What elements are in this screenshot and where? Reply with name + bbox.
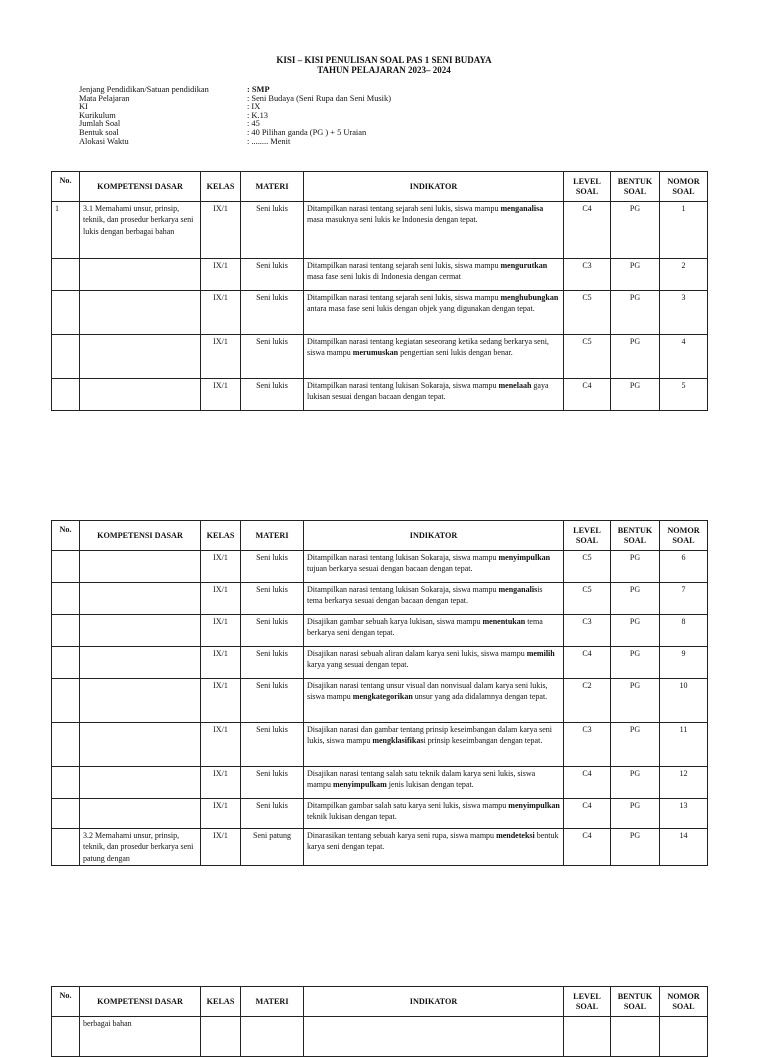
cell-no — [52, 647, 80, 679]
table-row — [52, 291, 708, 335]
cell-kompetensi-dasar — [80, 379, 201, 411]
indikator-text: bentuk karya seni dengan tepat. — [307, 831, 559, 852]
header-kompetensi-dasar — [80, 521, 201, 551]
indikator-text: masa fase seni lukis di Indonesia dengan cermat — [307, 272, 461, 282]
table-header-row — [52, 987, 708, 1017]
cell-level-soal: C4 — [564, 647, 611, 679]
cell-indikator — [304, 259, 564, 291]
cell-level-soal: C2 — [564, 679, 611, 723]
header-bentuk-soal-text: BENTUK — [617, 991, 653, 1001]
identity-label: Jenjang Pendidikan/Satuan pendidikan — [79, 85, 209, 94]
table-row — [52, 615, 708, 647]
cell-kompetensi-dasar — [80, 291, 201, 335]
header-level-soal-text: SOAL — [575, 186, 599, 196]
indikator-operational-verb: menyimpulkan — [508, 801, 560, 810]
cell-kelas: IX/1 — [201, 335, 241, 379]
identity-label: Kurikulum — [79, 110, 116, 120]
identity-label: Bentuk soal — [79, 127, 119, 137]
identity-value: : K.13 — [247, 110, 268, 120]
header-bentuk-soal-text: SOAL — [623, 186, 647, 196]
cell-indikator — [304, 335, 564, 379]
header-bentuk-soal — [611, 521, 660, 551]
cell-no — [52, 335, 80, 379]
cell-indikator — [304, 291, 564, 335]
kisi-table-3 — [51, 986, 708, 1057]
cell-no — [52, 679, 80, 723]
cell-materi: Seni lukis — [241, 799, 304, 829]
cell-indikator — [304, 829, 564, 866]
indikator-text: Disajikan narasi tentang salah satu teknik dalam karya seni lukis, siswa mampu — [307, 769, 536, 790]
cell-nomor-soal: 14 — [660, 829, 708, 866]
header-kompetensi-dasar-text: KOMPETENSI DASAR — [97, 996, 183, 1006]
cell-indikator — [304, 551, 564, 583]
cell-bentuk-soal: PG — [611, 799, 660, 829]
cell-bentuk-soal: PG — [611, 679, 660, 723]
cell-bentuk-soal: PG — [611, 767, 660, 799]
cell-nomor-soal: 8 — [660, 615, 708, 647]
table-row — [52, 335, 708, 379]
indikator-operational-verb: menyimpulkan — [498, 553, 551, 562]
cell-materi: Seni lukis — [241, 583, 304, 615]
header-level-soal-text: LEVEL — [573, 176, 601, 186]
cell-kelas: IX/1 — [201, 647, 241, 679]
cell-indikator — [304, 1017, 564, 1057]
indikator-text: tujuan berkarya sesuai dengan bacaan dengan tepat. — [307, 564, 473, 574]
cell-kompetensi-dasar — [80, 679, 201, 723]
cell-nomor-soal: 9 — [660, 647, 708, 679]
indikator-text: pengertian seni lukis dengan benar. — [398, 348, 513, 358]
identity-row — [79, 103, 391, 112]
indikator-text: Disajikan gambar sebuah karya lukisan, siswa mampu — [307, 617, 483, 626]
cell-no — [52, 583, 80, 615]
cell-indikator — [304, 647, 564, 679]
cell-bentuk-soal: PG — [611, 583, 660, 615]
cell-level-soal: C4 — [564, 202, 611, 259]
header-nomor-soal — [660, 987, 708, 1017]
indikator-operational-verb: menelaah — [498, 381, 532, 390]
header-materi-text: MATERI — [255, 181, 289, 191]
header-kelas-text: KELAS — [206, 181, 235, 191]
cell-nomor-soal: 3 — [660, 291, 708, 335]
cell-nomor-soal: 12 — [660, 767, 708, 799]
cell-bentuk-soal: PG — [611, 647, 660, 679]
cell-kompetensi-dasar — [80, 583, 201, 615]
cell-level-soal: C4 — [564, 767, 611, 799]
indikator-text: unsur yang ada didalamnya dengan tepat. — [412, 692, 548, 702]
header-indikator-text: INDIKATOR — [409, 530, 458, 540]
table-row — [52, 799, 708, 829]
indikator-text: i prinsip keseimbangan dengan tepat. — [423, 736, 543, 746]
cell-materi: Seni lukis — [241, 202, 304, 259]
indikator-text: is tema berkarya sesuai dengan bacaan dengan tepat. — [307, 585, 543, 606]
cell-materi — [241, 1017, 304, 1057]
cell-materi: Seni lukis — [241, 551, 304, 583]
header-kompetensi-dasar-text: KOMPETENSI DASAR — [97, 181, 183, 191]
identity-value: : 40 Pilihan ganda (PG ) + 5 Uraian — [247, 127, 367, 137]
cell-kelas: IX/1 — [201, 799, 241, 829]
cell-bentuk-soal: PG — [611, 551, 660, 583]
cell-bentuk-soal: PG — [611, 335, 660, 379]
cell-materi: Seni patung — [241, 829, 304, 866]
cell-kompetensi-dasar: 3.2 Memahami unsur, prinsip, teknik, dan prosedur berkarya seni patung dengan — [80, 829, 201, 866]
cell-materi: Seni lukis — [241, 679, 304, 723]
cell-kompetensi-dasar — [80, 647, 201, 679]
cell-no — [52, 615, 80, 647]
header-indikator — [304, 987, 564, 1017]
identity-row — [79, 95, 391, 104]
cell-level-soal: C3 — [564, 723, 611, 767]
header-indikator — [304, 521, 564, 551]
table-row — [52, 767, 708, 799]
header-kelas — [201, 172, 241, 202]
cell-bentuk-soal: PG — [611, 259, 660, 291]
kisi-table-1 — [51, 171, 708, 411]
cell-kompetensi-dasar — [80, 723, 201, 767]
cell-bentuk-soal: PG — [611, 615, 660, 647]
cell-no: 1 — [52, 202, 80, 259]
header-level-soal-text: LEVEL — [573, 525, 601, 535]
indikator-operational-verb: menganalis — [498, 585, 538, 594]
cell-materi: Seni lukis — [241, 335, 304, 379]
header-indikator-text: INDIKATOR — [409, 996, 458, 1006]
cell-kelas: IX/1 — [201, 583, 241, 615]
cell-level-soal: C4 — [564, 379, 611, 411]
cell-bentuk-soal: PG — [611, 202, 660, 259]
cell-indikator — [304, 583, 564, 615]
cell-no — [52, 799, 80, 829]
header-level-soal — [564, 172, 611, 202]
table-header-row — [52, 172, 708, 202]
cell-kelas: IX/1 — [201, 259, 241, 291]
header-bentuk-soal — [611, 987, 660, 1017]
table-row — [52, 723, 708, 767]
identity-value: : ........ Menit — [247, 136, 291, 146]
table-row — [52, 647, 708, 679]
cell-kompetensi-dasar — [80, 615, 201, 647]
cell-level-soal: C3 — [564, 259, 611, 291]
cell-kompetensi-dasar — [80, 799, 201, 829]
cell-no — [52, 259, 80, 291]
cell-indikator — [304, 679, 564, 723]
header-bentuk-soal-text: BENTUK — [617, 176, 653, 186]
header-no-text: No. — [59, 176, 72, 185]
identity-value: : 45 — [247, 119, 260, 129]
indikator-operational-verb: mengklasifikas — [372, 736, 424, 746]
header-materi — [241, 987, 304, 1017]
cell-bentuk-soal: PG — [611, 291, 660, 335]
cell-level-soal: C5 — [564, 551, 611, 583]
cell-kompetensi-dasar: 3.1 Memahami unsur, prinsip, teknik, dan prosedur berkarya seni lukis dengan berbagai bahan — [80, 202, 201, 259]
header-kelas-text: KELAS — [206, 530, 235, 540]
identity-label: Jumlah Soal — [79, 119, 121, 129]
cell-nomor-soal: 13 — [660, 799, 708, 829]
indikator-operational-verb: merumuskan — [352, 348, 399, 358]
cell-kelas — [201, 1017, 241, 1057]
header-nomor-soal — [660, 521, 708, 551]
identity-label: KI — [79, 102, 88, 112]
cell-no — [52, 829, 80, 866]
cell-no — [52, 723, 80, 767]
indikator-text: Ditampilkan narasi tentang lukisan Sokaraja, siswa mampu — [307, 381, 499, 390]
cell-level-soal: C4 — [564, 799, 611, 829]
cell-no — [52, 551, 80, 583]
cell-materi: Seni lukis — [241, 723, 304, 767]
header-materi-text: MATERI — [255, 530, 289, 540]
table-row — [52, 829, 708, 866]
cell-kelas: IX/1 — [201, 551, 241, 583]
identity-value: : Seni Budaya (Seni Rupa dan Seni Musik) — [247, 93, 391, 103]
identity-row — [79, 112, 391, 121]
identity-value: : IX — [247, 102, 261, 112]
cell-materi: Seni lukis — [241, 259, 304, 291]
cell-bentuk-soal: PG — [611, 723, 660, 767]
header-materi — [241, 521, 304, 551]
cell-nomor-soal: 7 — [660, 583, 708, 615]
indikator-text: Disajikan narasi dan gambar tentang prinsip keseimbangan dalam karya seni lukis, siswa mampu — [307, 725, 553, 746]
indikator-operational-verb: mendeteksi — [496, 831, 535, 840]
table-row — [52, 1017, 708, 1057]
cell-bentuk-soal: PG — [611, 379, 660, 411]
cell-materi: Seni lukis — [241, 379, 304, 411]
header-level-soal — [564, 521, 611, 551]
header-nomor-soal-text: SOAL — [672, 1001, 695, 1011]
cell-level-soal: C4 — [564, 829, 611, 866]
table-row — [52, 259, 708, 291]
indikator-text: Ditampilkan narasi tentang sejarah seni lukis, siswa mampu — [307, 204, 501, 213]
header-materi-text: MATERI — [255, 996, 289, 1006]
table-row — [52, 379, 708, 411]
indikator-text: Disajikan narasi tentang unsur visual dan nonvisual dalam karya seni lukis, siswa mampu — [307, 681, 548, 702]
header-kelas-text: KELAS — [206, 996, 235, 1006]
cell-bentuk-soal — [611, 1017, 660, 1057]
header-kompetensi-dasar — [80, 172, 201, 202]
cell-indikator — [304, 202, 564, 259]
header-level-soal-text: SOAL — [575, 535, 599, 545]
cell-indikator — [304, 723, 564, 767]
cell-nomor-soal: 2 — [660, 259, 708, 291]
cell-bentuk-soal: PG — [611, 829, 660, 866]
cell-kelas: IX/1 — [201, 379, 241, 411]
cell-no — [52, 767, 80, 799]
identity-label: Alokasi Waktu — [79, 136, 129, 146]
kisi-table-2 — [51, 520, 708, 866]
cell-nomor-soal: 6 — [660, 551, 708, 583]
cell-kompetensi-dasar: berbagai bahan — [80, 1017, 201, 1057]
header-no-text: No. — [59, 991, 72, 1000]
cell-indikator — [304, 767, 564, 799]
indikator-text: Ditampilkan gambar salah satu karya seni lukis, siswa mampu — [307, 801, 509, 810]
cell-nomor-soal: 11 — [660, 723, 708, 767]
cell-materi: Seni lukis — [241, 767, 304, 799]
indikator-text: Disajikan narasi sebuah aliran dalam karya seni lukis, siswa mampu — [307, 649, 527, 658]
indikator-text: gaya lukisan sesuai dengan bacaan dengan tepat. — [307, 381, 549, 402]
cell-kelas: IX/1 — [201, 767, 241, 799]
indikator-text: Ditampilkan narasi tentang lukisan Sokaraja, siswa mampu — [307, 553, 499, 562]
header-level-soal-text: SOAL — [575, 1001, 599, 1011]
header-nomor-soal-text: NOMOR — [667, 176, 700, 186]
header-materi — [241, 172, 304, 202]
indikator-text: Ditampilkan narasi tentang sejarah seni lukis, siswa mampu — [307, 293, 501, 302]
header-nomor-soal-text: NOMOR — [667, 991, 700, 1001]
indikator-text: Dinarasikan tentang sebuah karya seni rupa, siswa mampu — [307, 831, 497, 840]
cell-level-soal: C5 — [564, 583, 611, 615]
identity-value: : SMP — [247, 85, 270, 94]
cell-level-soal: C3 — [564, 615, 611, 647]
cell-kompetensi-dasar — [80, 767, 201, 799]
identity-block — [79, 86, 391, 146]
header-no — [52, 987, 80, 1017]
cell-materi: Seni lukis — [241, 615, 304, 647]
cell-indikator — [304, 379, 564, 411]
document-title: KISI – KISI PENULISAN SOAL PAS 1 SENI BUDAYA — [276, 55, 492, 65]
header-nomor-soal-text: NOMOR — [667, 525, 700, 535]
cell-kelas: IX/1 — [201, 291, 241, 335]
cell-no — [52, 379, 80, 411]
cell-nomor-soal: 5 — [660, 379, 708, 411]
header-no — [52, 521, 80, 551]
identity-row — [79, 138, 391, 147]
table-row — [52, 583, 708, 615]
cell-kelas: IX/1 — [201, 723, 241, 767]
table-row — [52, 551, 708, 583]
cell-level-soal: C5 — [564, 335, 611, 379]
cell-nomor-soal: 4 — [660, 335, 708, 379]
indikator-text: antara masa fase seni lukis dengan objek yang digunakan dengan tepat. — [307, 304, 535, 314]
indikator-operational-verb: mengurutkan — [500, 261, 548, 270]
header-kelas — [201, 521, 241, 551]
header-nomor-soal — [660, 172, 708, 202]
cell-kompetensi-dasar — [80, 259, 201, 291]
header-bentuk-soal-text: SOAL — [623, 535, 647, 545]
indikator-text: Ditampilkan narasi tentang kegiatan seseorang ketika sedang berkarya seni, siswa mampu — [307, 337, 549, 358]
cell-indikator — [304, 615, 564, 647]
header-kelas — [201, 987, 241, 1017]
header-bentuk-soal-text: SOAL — [623, 1001, 647, 1011]
indikator-text: tema berkarya seni dengan tepat. — [307, 617, 543, 638]
table-header-row — [52, 521, 708, 551]
cell-materi: Seni lukis — [241, 647, 304, 679]
header-no — [52, 172, 80, 202]
header-bentuk-soal — [611, 172, 660, 202]
cell-kelas: IX/1 — [201, 829, 241, 866]
header-kompetensi-dasar-text: KOMPETENSI DASAR — [97, 530, 183, 540]
indikator-operational-verb: menghubungkan — [500, 293, 559, 302]
indikator-text: Ditampilkan narasi tentang lukisan Sokaraja, siswa mampu — [307, 585, 499, 594]
cell-kelas: IX/1 — [201, 615, 241, 647]
indikator-operational-verb: menentukan — [482, 617, 526, 626]
cell-kelas: IX/1 — [201, 679, 241, 723]
header-nomor-soal-text: SOAL — [672, 535, 695, 545]
header-indikator-text: INDIKATOR — [409, 181, 458, 191]
indikator-operational-verb: menyimpulkam — [333, 780, 387, 790]
cell-level-soal: C5 — [564, 291, 611, 335]
header-no-text: No. — [59, 525, 72, 534]
document-subtitle: TAHUN PELAJARAN 2023– 2024 — [317, 65, 451, 75]
table-row — [52, 202, 708, 259]
cell-nomor-soal — [660, 1017, 708, 1057]
header-bentuk-soal-text: BENTUK — [617, 525, 653, 535]
cell-kelas: IX/1 — [201, 202, 241, 259]
cell-kompetensi-dasar — [80, 335, 201, 379]
header-level-soal — [564, 987, 611, 1017]
indikator-text: masa masuknya seni lukis ke Indonesia dengan tepat. — [307, 215, 478, 225]
indikator-text: Ditampilkan narasi tentang sejarah seni lukis, siswa mampu — [307, 261, 501, 270]
table-row — [52, 679, 708, 723]
cell-nomor-soal: 10 — [660, 679, 708, 723]
header-kompetensi-dasar — [80, 987, 201, 1017]
header-level-soal-text: LEVEL — [573, 991, 601, 1001]
cell-no — [52, 291, 80, 335]
indikator-text: teknik lukisan dengan tepat. — [307, 812, 397, 822]
indikator-operational-verb: memilih — [526, 649, 555, 658]
cell-nomor-soal: 1 — [660, 202, 708, 259]
cell-no — [52, 1017, 80, 1057]
header-indikator — [304, 172, 564, 202]
indikator-text: jenis lukisan dengan tepat. — [386, 780, 474, 790]
cell-level-soal — [564, 1017, 611, 1057]
cell-materi: Seni lukis — [241, 291, 304, 335]
cell-kompetensi-dasar — [80, 551, 201, 583]
header-nomor-soal-text: SOAL — [672, 186, 695, 196]
indikator-operational-verb: mengkategorikan — [352, 692, 413, 702]
cell-indikator — [304, 799, 564, 829]
indikator-text: karya yang sesuai dengan tepat. — [307, 660, 409, 670]
identity-label: Mata Pelajaran — [79, 93, 130, 103]
indikator-operational-verb: menganalisa — [500, 204, 544, 213]
